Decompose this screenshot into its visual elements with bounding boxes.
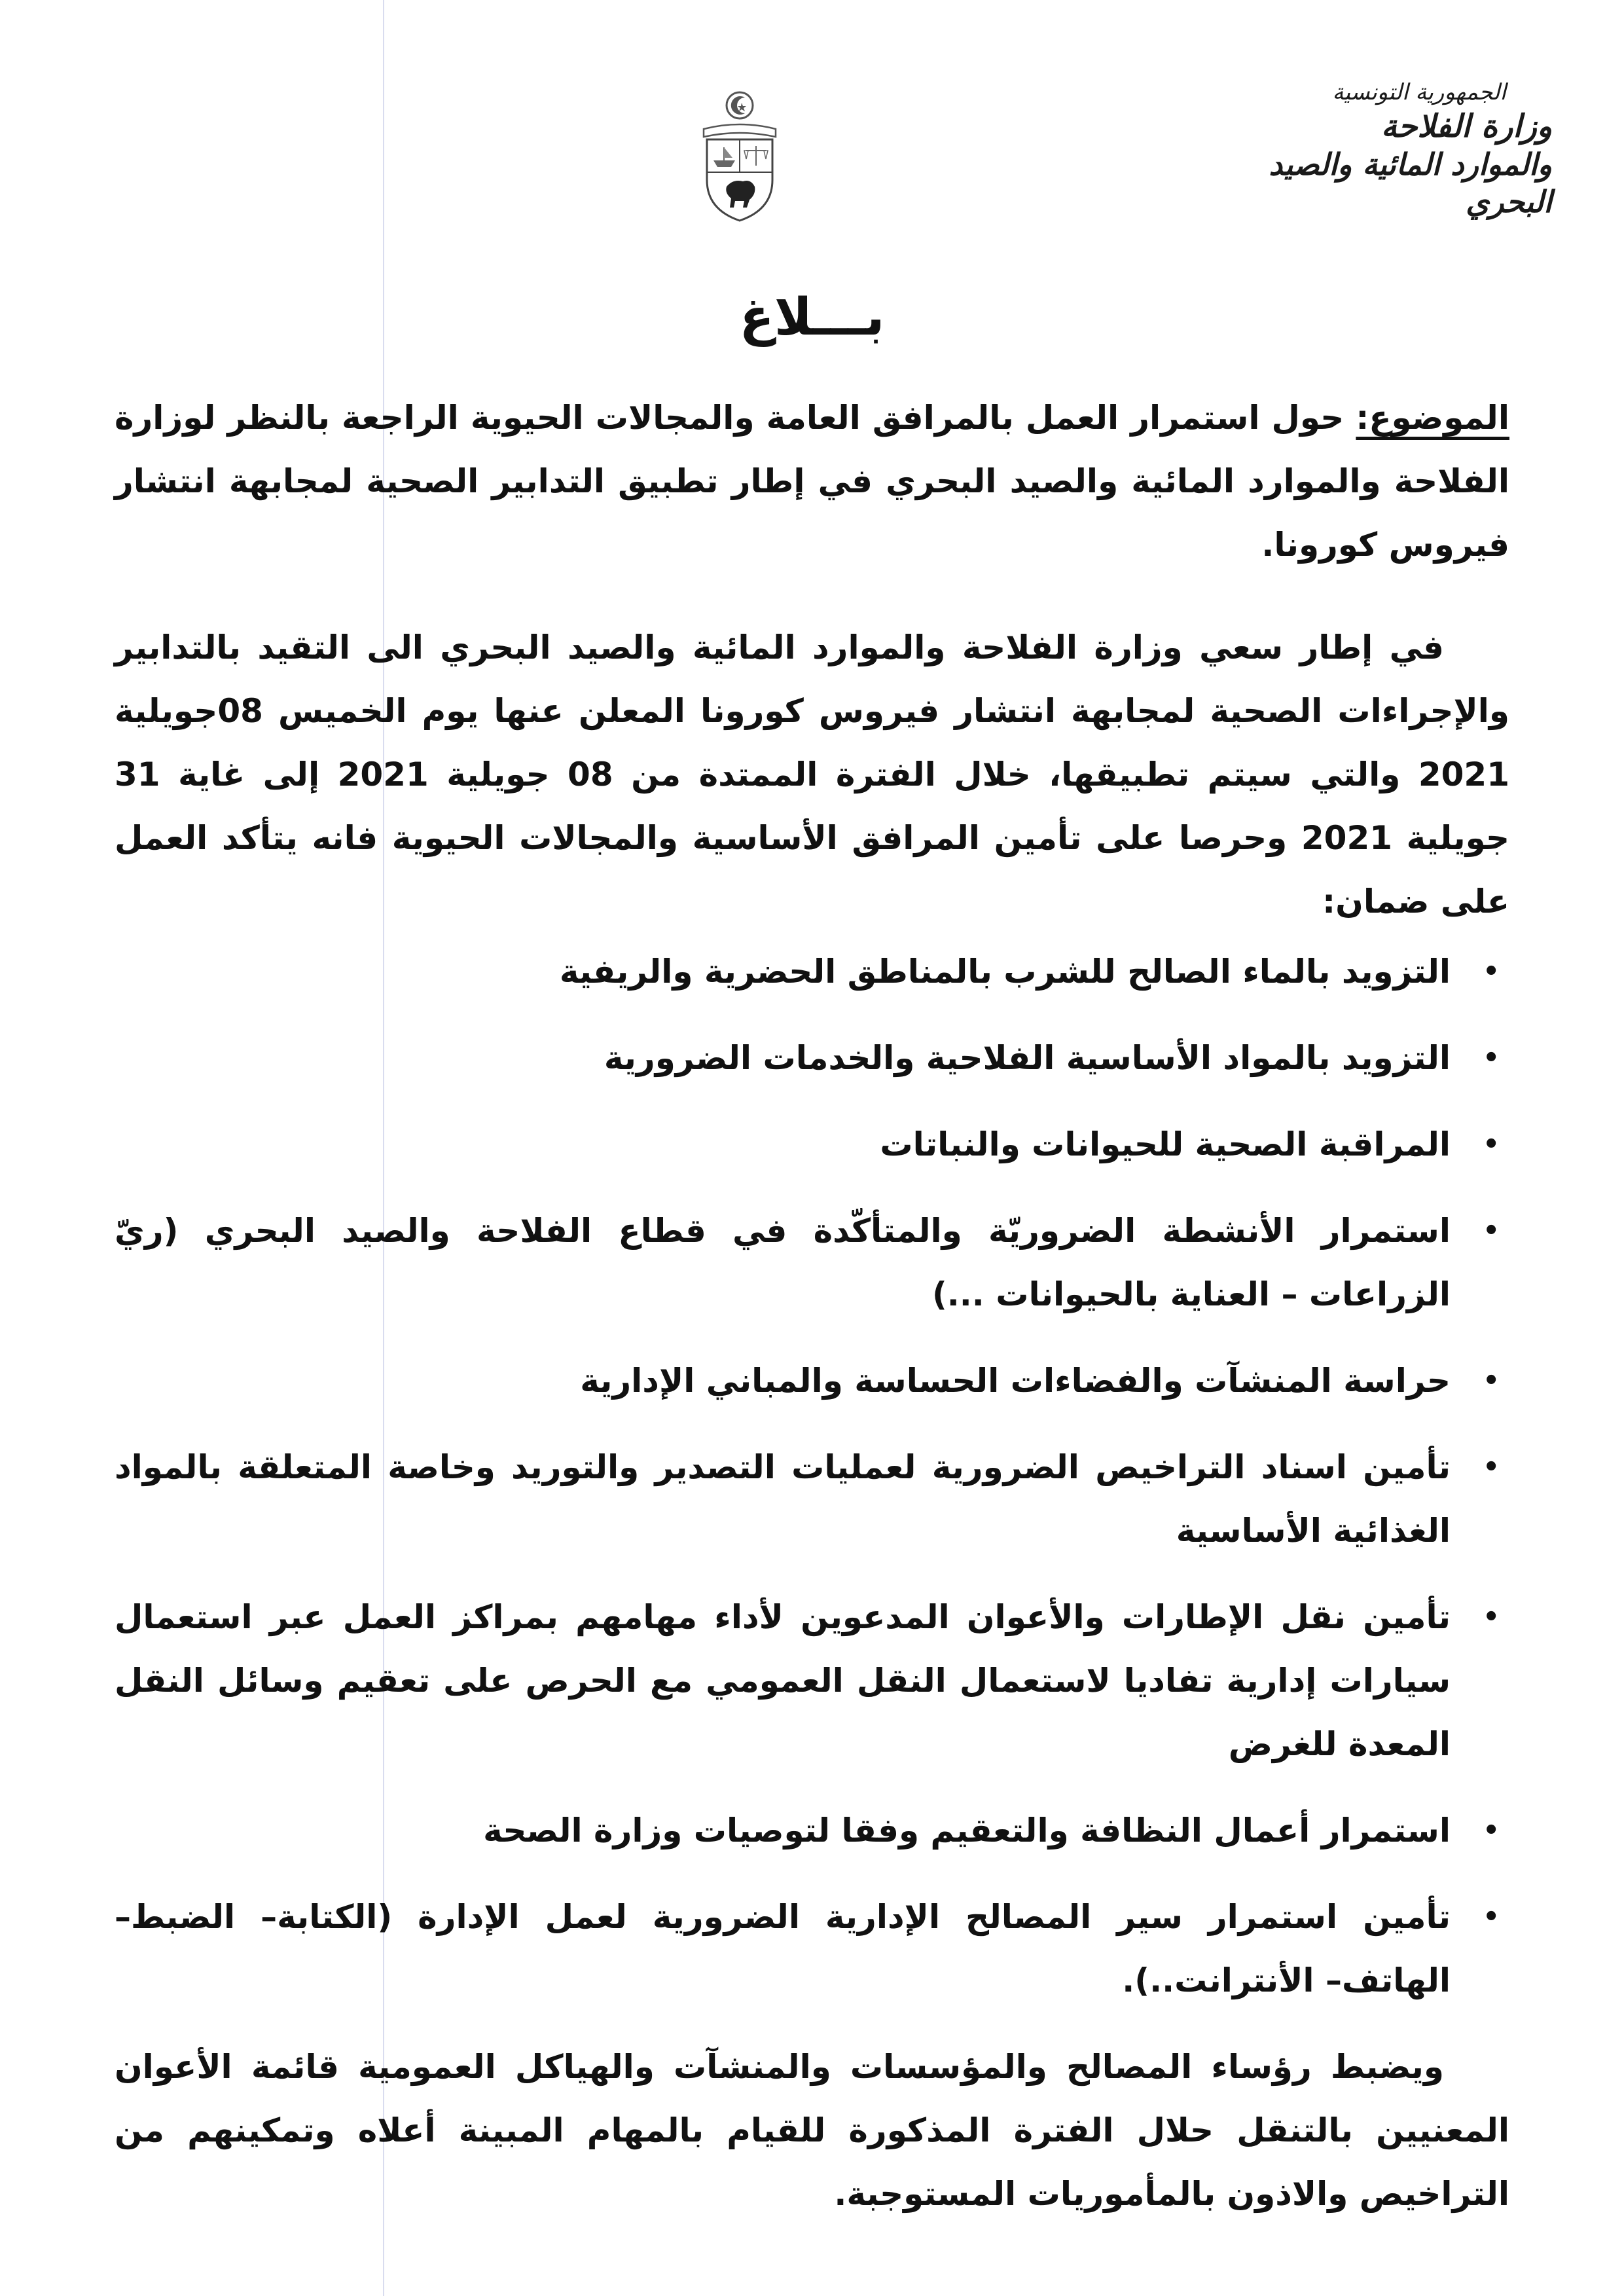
list-item-text: التزويد بالمواد الأساسية الفلاحية والخدمات الضرورية: [604, 1039, 1451, 1077]
list-item: [115, 1349, 1500, 1413]
subject-label: الموضوع:: [1356, 399, 1509, 437]
list-item-text: استمرار أعمال النظافة والتعقيم وفقا لتوصيات وزارة الصحة: [483, 1812, 1451, 1850]
announcement-body: [115, 386, 1509, 2226]
bullet-icon: •: [1483, 1043, 1500, 1073]
list-item: [115, 1886, 1500, 2013]
header-ministry: وزارة الفلاحة: [1380, 107, 1552, 145]
coat-of-arms-icon: [684, 88, 795, 226]
list-item: [115, 1586, 1500, 1776]
subject-paragraph: [115, 386, 1509, 577]
list-item-text: التزويد بالماء الصالح للشرب بالمناطق الحضرية والريفية: [559, 953, 1451, 991]
announcement-title: بـــلاغ: [739, 288, 885, 347]
bullet-icon: •: [1483, 1452, 1500, 1482]
bullet-icon: •: [1483, 1902, 1500, 1932]
closing-paragraph: ويضبط رؤساء المصالح والمؤسسات والمنشآت والهياكل العمومية قائمة الأعوان المعنيين بالتنقل حلال الفترة المذكورة للقيام بالمهام المبينة أعلاه وتمكينهم من التراخيص والاذون بالمأموريات المستوجبة.: [115, 2048, 1509, 2213]
list-item-text: استمرار الأنشطة الضروريّة والمتأكّدة في قطاع الفلاحة والصيد البحري (ريّ الزراعات – العناية بالحيوانات ...): [115, 1212, 1451, 1313]
list-item: [115, 1113, 1500, 1176]
bullet-icon: •: [1483, 1602, 1500, 1632]
intro-paragraph: في إطار سعي وزارة الفلاحة والموارد المائية والصيد البحري الى التقيد بالتدابير والإجراءات الصحية لمجابهة انتشار فيروس كورونا المعلن عنها يوم الخميس 08جويلية 2021 والتي سيتم تطبيقها، خلال الفترة الممتدة من 08 جويلية 2021 إلى غاية 31 جويلية 2021 وحرصا على تأمين المرافق الأساسية والمجالات الحيوية فانه يتأكد العمل على ضمان:: [115, 629, 1509, 920]
list-item-text: تأمين استمرار سير المصالح الإدارية الضرورية لعمل الإدارة (الكتابة– الضبط– الهاتف– الأنترانت..).: [115, 1898, 1451, 1999]
list-item: [115, 940, 1500, 1004]
subject-text: حول استمرار العمل بالمرافق العامة والمجالات الحيوية الراجعة بالنظر لوزارة الفلاحة والموارد المائية والصيد البحري في إطار تطبيق التدابير الصحية لمجابهة انتشار فيروس كورونا.: [115, 399, 1509, 564]
bullet-icon: •: [1483, 957, 1500, 987]
list-item-text: تأمين اسناد التراخيص الضرورية لعمليات التصدير والتوريد وخاصة المتعلقة بالمواد الغذائية الأساسية: [115, 1448, 1451, 1550]
list-item-text: المراقبة الصحية للحيوانات والنباتات: [880, 1125, 1451, 1163]
bullet-icon: •: [1483, 1129, 1500, 1159]
list-item: [115, 1799, 1500, 1863]
list-item-text: تأمين نقل الإطارات والأعوان المدعوين لأداء مهامهم بمراكز العمل عبر استعمال سيارات إدارية تفاديا لاستعمال النقل العمومي مع الحرص على تعقيم وسائل النقل المعدة للغرض: [115, 1598, 1451, 1763]
bullet-icon: •: [1483, 1366, 1500, 1396]
list-item: [115, 1027, 1500, 1090]
list-item-text: حراسة المنشآت والفضاءات الحساسة والمباني الإدارية: [580, 1362, 1451, 1400]
institution-header: [1185, 79, 1552, 221]
measures-list: [115, 940, 1509, 2013]
list-item: [115, 1436, 1500, 1563]
bullet-icon: •: [1483, 1815, 1500, 1846]
header-ministry-continued: والموارد المائية والصيد البحري: [1269, 146, 1552, 219]
header-republic: الجمهورية التونسية: [1332, 79, 1506, 105]
bullet-icon: •: [1483, 1216, 1500, 1246]
list-item: [115, 1199, 1500, 1326]
